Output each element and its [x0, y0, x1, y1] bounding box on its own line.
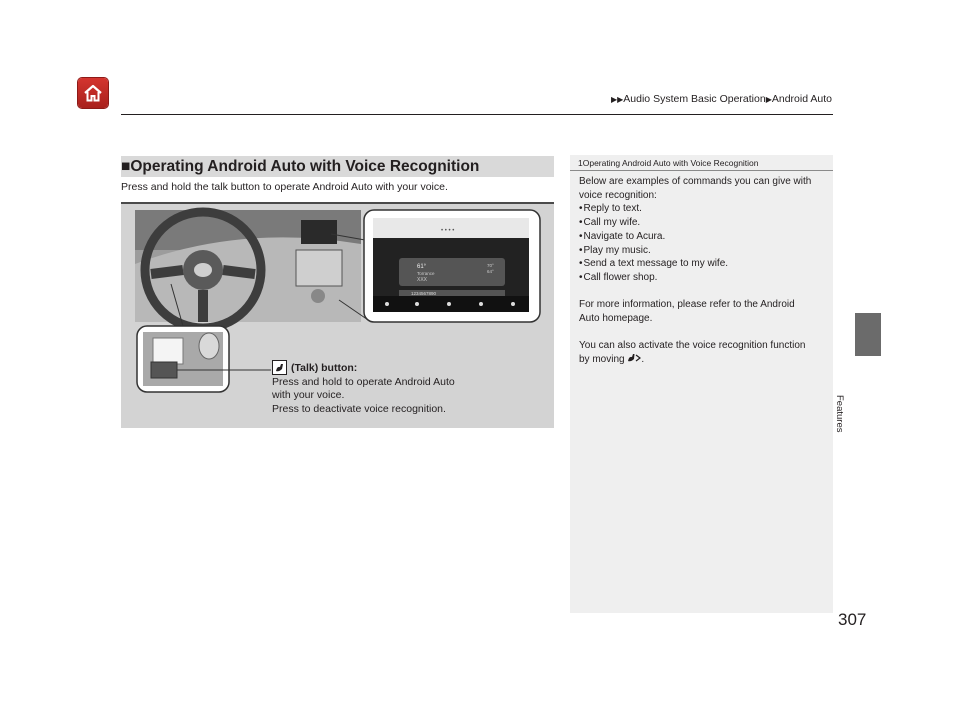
screen-low: 64° — [487, 269, 494, 274]
sidebar-voice-line: You can also activate the voice recognition function — [579, 340, 806, 352]
sidebar-info-line: For more information, please refer to the Android — [579, 299, 795, 311]
sidebar-voice-text: by moving — [579, 354, 625, 366]
svg-text:• • • •: • • • • — [441, 228, 455, 234]
callout-line: with your voice. — [272, 389, 345, 402]
sidebar-voice-line-2 — [579, 353, 824, 367]
screen-location: Torrance — [417, 271, 435, 276]
callout-line: Press to deactivate voice recognition. — [272, 402, 446, 415]
screen-phone-number: 1234567890 — [411, 291, 437, 296]
command-item: • Call flower shop. — [579, 271, 824, 285]
breadcrumb-arrow-icon: ▶ — [765, 95, 772, 104]
side-tab-label: Features — [834, 395, 845, 433]
sidebar-intro-line: voice recognition: — [579, 189, 657, 201]
screen-temp: 61° — [417, 264, 427, 270]
command-item: • Reply to text. — [579, 202, 824, 216]
sidebar-title-text: Operating Android Auto with Voice Recognition — [582, 158, 759, 168]
command-item: • Navigate to Acura. — [579, 230, 824, 244]
sidebar-rule — [570, 170, 833, 171]
sidebar-voice-suffix: . — [641, 354, 645, 366]
intro-text: Press and hold the talk button to operate Android Auto with your voice. — [121, 181, 448, 193]
breadcrumb — [560, 93, 832, 105]
command-item: • Call my wife. — [579, 216, 824, 230]
side-tab[interactable] — [855, 313, 881, 356]
breadcrumb-arrow-icon: ▶▶ — [610, 95, 624, 104]
callout-title — [272, 360, 552, 376]
talk-icon — [272, 360, 287, 375]
sidebar-title — [578, 158, 759, 168]
breadcrumb-item[interactable]: Android Auto — [771, 93, 832, 105]
command-item: • Play my music. — [579, 244, 824, 258]
sidebar-body — [579, 175, 824, 367]
home-icon — [78, 78, 108, 108]
sidebar-info-line: Auto homepage. — [579, 313, 653, 325]
callout-line: Press and hold to operate Android Auto — [272, 375, 455, 388]
sidebar-intro-line: Below are examples of commands you can give with — [579, 176, 812, 187]
heading-text: Operating Android Auto with Voice Recognition — [130, 158, 480, 175]
voice-switch-icon — [627, 353, 641, 363]
heading-marker: ■ — [121, 158, 131, 175]
sidebar-marker: 1 — [578, 158, 583, 168]
command-item: • Send a text message to my wife. — [579, 257, 824, 271]
talk-button-callout — [272, 360, 552, 416]
section-heading — [121, 156, 554, 177]
breadcrumb-item[interactable]: Audio System Basic Operation — [623, 93, 766, 105]
header-rule — [121, 114, 833, 115]
page-number: 307 — [838, 610, 867, 629]
callout-title-text: (Talk) button: — [291, 362, 358, 374]
screen-high: 70° — [487, 263, 494, 268]
home-button[interactable] — [78, 78, 108, 108]
screen-tile-text: XXX — [417, 277, 428, 283]
